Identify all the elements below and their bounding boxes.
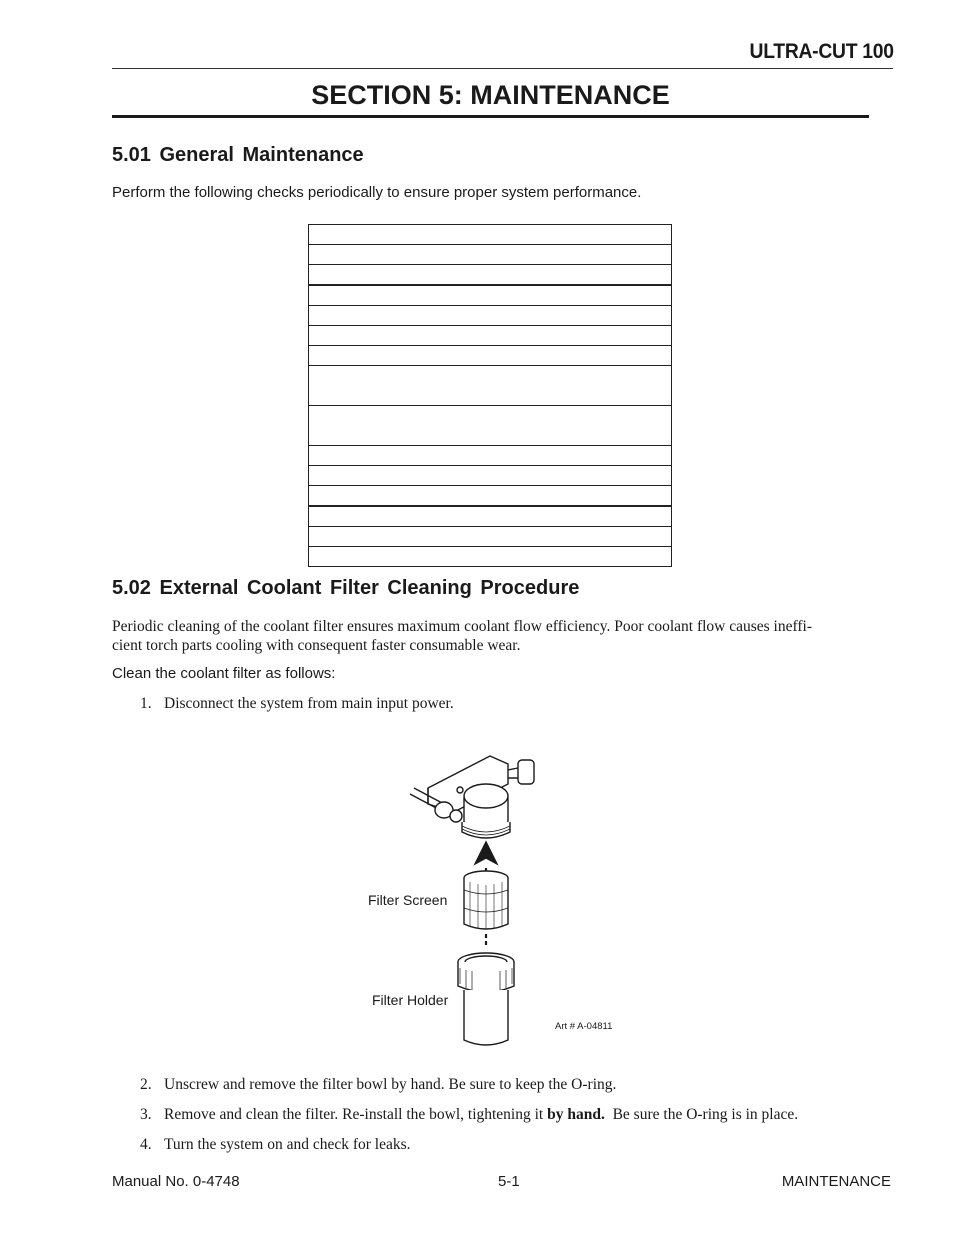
table-cell: [309, 225, 672, 245]
table-row: [309, 406, 672, 446]
coolant-filter-paragraph-line-1: Periodic cleaning of the coolant filter ensures maximum coolant flow efficiency. Poor coolant flow causes ineffi-: [112, 618, 813, 635]
filter-holder: [458, 953, 514, 1045]
step-text-part: Remove and clean the filter. Re-install the bowl, tightening it: [164, 1106, 548, 1123]
table-cell: [309, 366, 672, 406]
header-rule: [112, 68, 893, 69]
clean-filter-lead: Clean the coolant filter as follows:: [112, 665, 336, 682]
assembly-arrow: [475, 842, 497, 874]
label-filter-holder: Filter Holder: [372, 992, 449, 1008]
table-row: [309, 547, 672, 567]
table-cell: [309, 527, 672, 547]
table-row: [309, 346, 672, 366]
table-row: [309, 446, 672, 466]
step-number: 3.: [140, 1106, 152, 1123]
step-number: 1.: [140, 695, 152, 712]
table-row: [309, 506, 672, 527]
label-filter-screen: Filter Screen: [368, 892, 448, 908]
table-row: [309, 527, 672, 547]
step-text: Disconnect the system from main input power.: [164, 695, 454, 712]
heading-coolant-filter-cleaning: 5.02 External Coolant Filter Cleaning Procedure: [112, 577, 580, 599]
general-maintenance-intro: Perform the following checks periodically to ensure proper system performance.: [112, 184, 642, 201]
step-text: [164, 1106, 798, 1124]
step-text: Turn the system on and check for leaks.: [164, 1136, 411, 1153]
table-row: [309, 265, 672, 286]
table-cell: [309, 326, 672, 346]
section-rule: [112, 115, 869, 118]
step-4: [140, 1136, 860, 1156]
footer-manual-number: Manual No. 0-4748: [112, 1173, 240, 1190]
table-row: [309, 285, 672, 306]
heading-general-maintenance: 5.01 General Maintenance: [112, 144, 364, 166]
table-row: [309, 486, 672, 507]
table-cell: [309, 486, 672, 507]
table-row: [309, 245, 672, 265]
maintenance-checks-table: [308, 224, 672, 567]
step-number: 4.: [140, 1136, 152, 1153]
table-cell: [309, 285, 672, 306]
table-cell: [309, 265, 672, 286]
step-2: [140, 1076, 860, 1096]
table-row: [309, 366, 672, 406]
coolant-filter-paragraph-line-2: cient torch parts cooling with consequent faster consumable wear.: [112, 637, 521, 654]
table-row: [309, 225, 672, 245]
step-text: Unscrew and remove the filter bowl by hand. Be sure to keep the O-ring.: [164, 1076, 617, 1093]
step-text-part: Be sure the O-ring is in place.: [604, 1106, 799, 1123]
filter-screen: [464, 871, 508, 929]
step-text-emphasis: by hand.: [547, 1106, 605, 1123]
table-row: [309, 326, 672, 346]
footer-page-number: 5-1: [498, 1173, 520, 1190]
running-header-title: ULTRA-CUT 100: [749, 40, 894, 63]
section-title: SECTION 5: MAINTENANCE: [311, 80, 670, 110]
table-cell: [309, 547, 672, 567]
table-row: [309, 306, 672, 326]
table-row: [309, 466, 672, 486]
step-3: [140, 1106, 860, 1126]
table-cell: [309, 306, 672, 326]
step-number: 2.: [140, 1076, 152, 1093]
table-cell: [309, 346, 672, 366]
step-1: [140, 695, 860, 715]
table-cell: [309, 446, 672, 466]
filter-head: [462, 784, 510, 838]
table-cell: [309, 406, 672, 446]
table-cell: [309, 466, 672, 486]
art-number: Art # A-04811: [555, 1021, 613, 1032]
table-cell: [309, 245, 672, 265]
table-cell: [309, 506, 672, 527]
footer-section-name: MAINTENANCE: [781, 1173, 891, 1190]
